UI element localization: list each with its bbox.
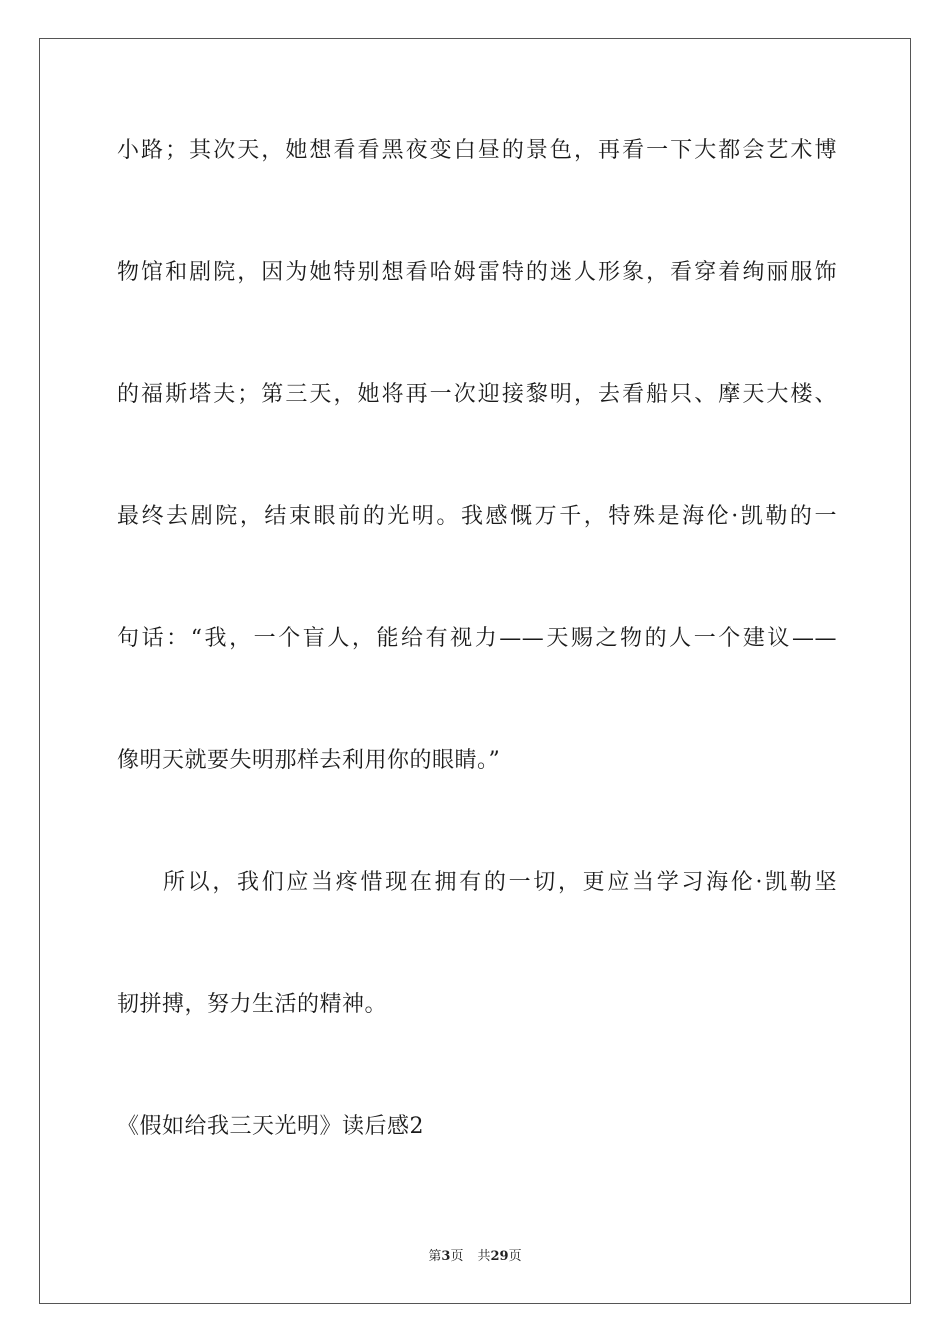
footer-page-prefix: 第 <box>428 1249 442 1264</box>
body-line-3: 的福斯塔夫；第三天，她将再一次迎接黎明，去看船只、摩天大楼、 <box>117 382 837 407</box>
footer-page-unit: 页 <box>450 1249 464 1264</box>
body-line-5: 句话：“我，一个盲人，能给有视力——天赐之物的人一个建议—— <box>117 626 837 651</box>
body-line-4: 最终去剧院，结束眼前的光明。我感慨万千，特殊是海伦·凯勒的一 <box>117 504 837 529</box>
footer-total-prefix: 共 <box>477 1249 491 1264</box>
body-line-1: 小路；其次天，她想看看黑夜变白昼的景色，再看一下大都会艺术博 <box>117 138 837 163</box>
section-heading: 《假如给我三天光明》读后感2 <box>117 1114 424 1139</box>
body-line-6: 像明天就要失明那样去利用你的眼睛。” <box>117 748 501 773</box>
page-footer <box>0 1248 950 1266</box>
footer-page-number: 3 <box>441 1249 451 1264</box>
footer-total-pages: 29 <box>490 1249 509 1264</box>
body-line-8: 韧拼搏，努力生活的精神。 <box>117 992 388 1017</box>
body-line-7: 所以，我们应当疼惜现在拥有的一切，更应当学习海伦·凯勒坚 <box>163 870 837 895</box>
footer-total-unit: 页 <box>508 1249 522 1264</box>
body-line-2: 物馆和剧院，因为她特别想看哈姆雷特的迷人形象，看穿着绚丽服饰 <box>117 260 837 285</box>
